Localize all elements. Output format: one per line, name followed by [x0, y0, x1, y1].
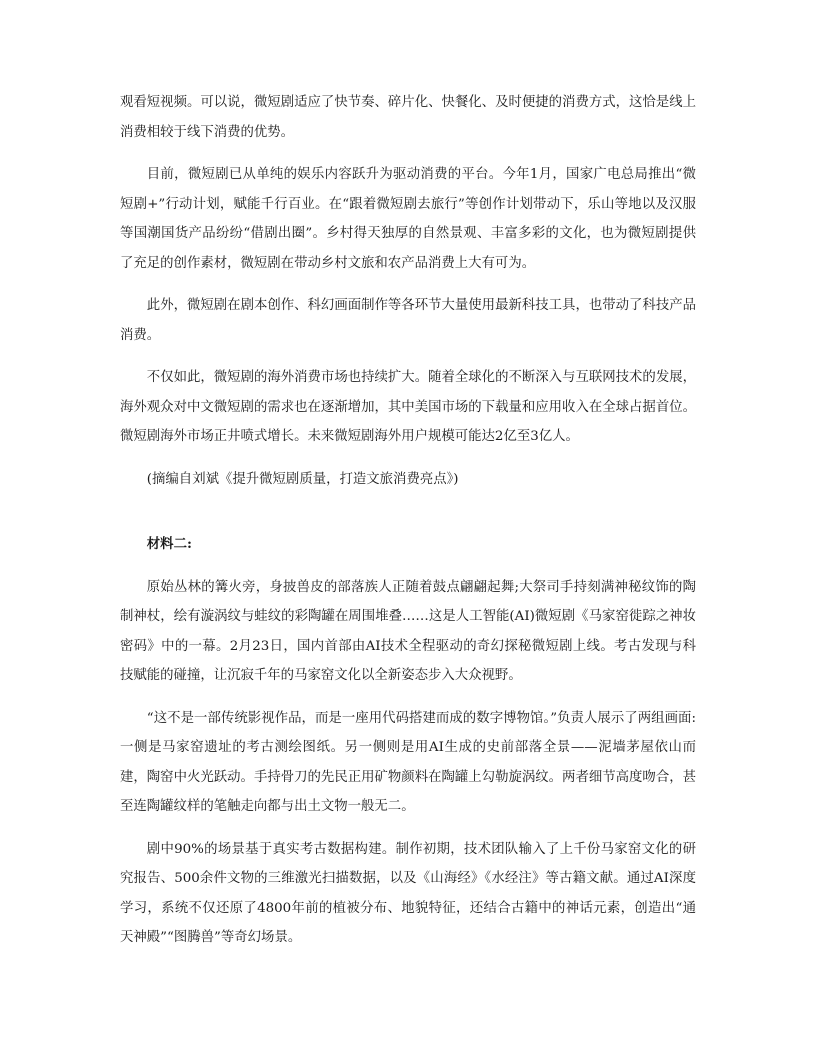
paragraph: 不仅如此，微短剧的海外消费市场也持续扩大。随着全球化的不断深入与互联网技术的发展，海外观众对中文微短剧的需求也在逐渐增加，其中美国市场的下载量和应用收入在全球占据首位。微短剧海外市场正井喷式增长。未来微短剧海外用户规模可能达2亿至3亿人。 — [120, 370, 696, 444]
paragraph-continued: 观看短视频。可以说，微短剧适应了快节奏、碎片化、快餐化、及时便捷的消费方式，这恰是线上消费相较于线下消费的优势。 — [120, 95, 696, 140]
paragraph: 原始丛林的篝火旁，身披兽皮的部落族人正随着鼓点翩翩起舞;大祭司手持刻满神秘纹饰的陶制神杖，绘有漩涡纹与蛙纹的彩陶罐在周围堆叠……这是人工智能(AI)微短剧《马家窑徙踪之神妆密码》中的一幕。2月23日，国内首部由AI技术全程驱动的奇幻探秘微短剧上线。考古发现与科技赋能的碰撞，让沉寂千年的马家窑文化以全新姿态步入大众视野。 — [120, 579, 696, 683]
paragraph: 目前，微短剧已从单纯的娱乐内容跃升为驱动消费的平台。今年1月，国家广电总局推出“微短剧+”行动计划，赋能千行百业。在“跟着微短剧去旅行”等创作计划带动下，乐山等地以及汉服等国潮国货产品纷纷“借剧出圈”。乡村得天独厚的自然景观、丰富多彩的文化，也为微短剧提供了充足的创作素材，微短剧在带动乡村文旅和农产品消费上大有可为。 — [120, 167, 696, 271]
paragraph: “这不是一部传统影视作品，而是一座用代码搭建而成的数字博物馆。”负责人展示了两组画面:一侧是马家窑遗址的考古测绘图纸。另一侧则是用AI生成的史前部落全景——泥墙茅屋依山而建，陶窑中火光跃动。手持骨刀的先民正用矿物颜料在陶罐上勾勒旋涡纹。两者细节高度吻合，甚至连陶罐纹样的笔触走向都与出土文物一般无二。 — [120, 710, 696, 814]
document-page — [120, 88, 696, 966]
paragraph: 此外，微短剧在剧本创作、科幻画面制作等各环节大量使用最新科技工具，也带动了科技产品消费。 — [120, 298, 696, 343]
source-citation: (摘编自刘斌《提升微短剧质量，打造文旅消费亮点》) — [146, 471, 459, 487]
section-heading: 材料二: — [146, 536, 192, 552]
paragraph: 剧中90%的场景基于真实考古数据构建。制作初期，技术团队输入了上千份马家窑文化的研究报告、500余件文物的三维激光扫描数据，以及《山海经》《水经注》等古籍文献。通过AI深度学习，系统不仅还原了4800年前的植被分布、地貌特征，还结合古籍中的神话元素，创造出“通天神殿”“图腾兽”等奇幻场景。 — [120, 841, 696, 945]
